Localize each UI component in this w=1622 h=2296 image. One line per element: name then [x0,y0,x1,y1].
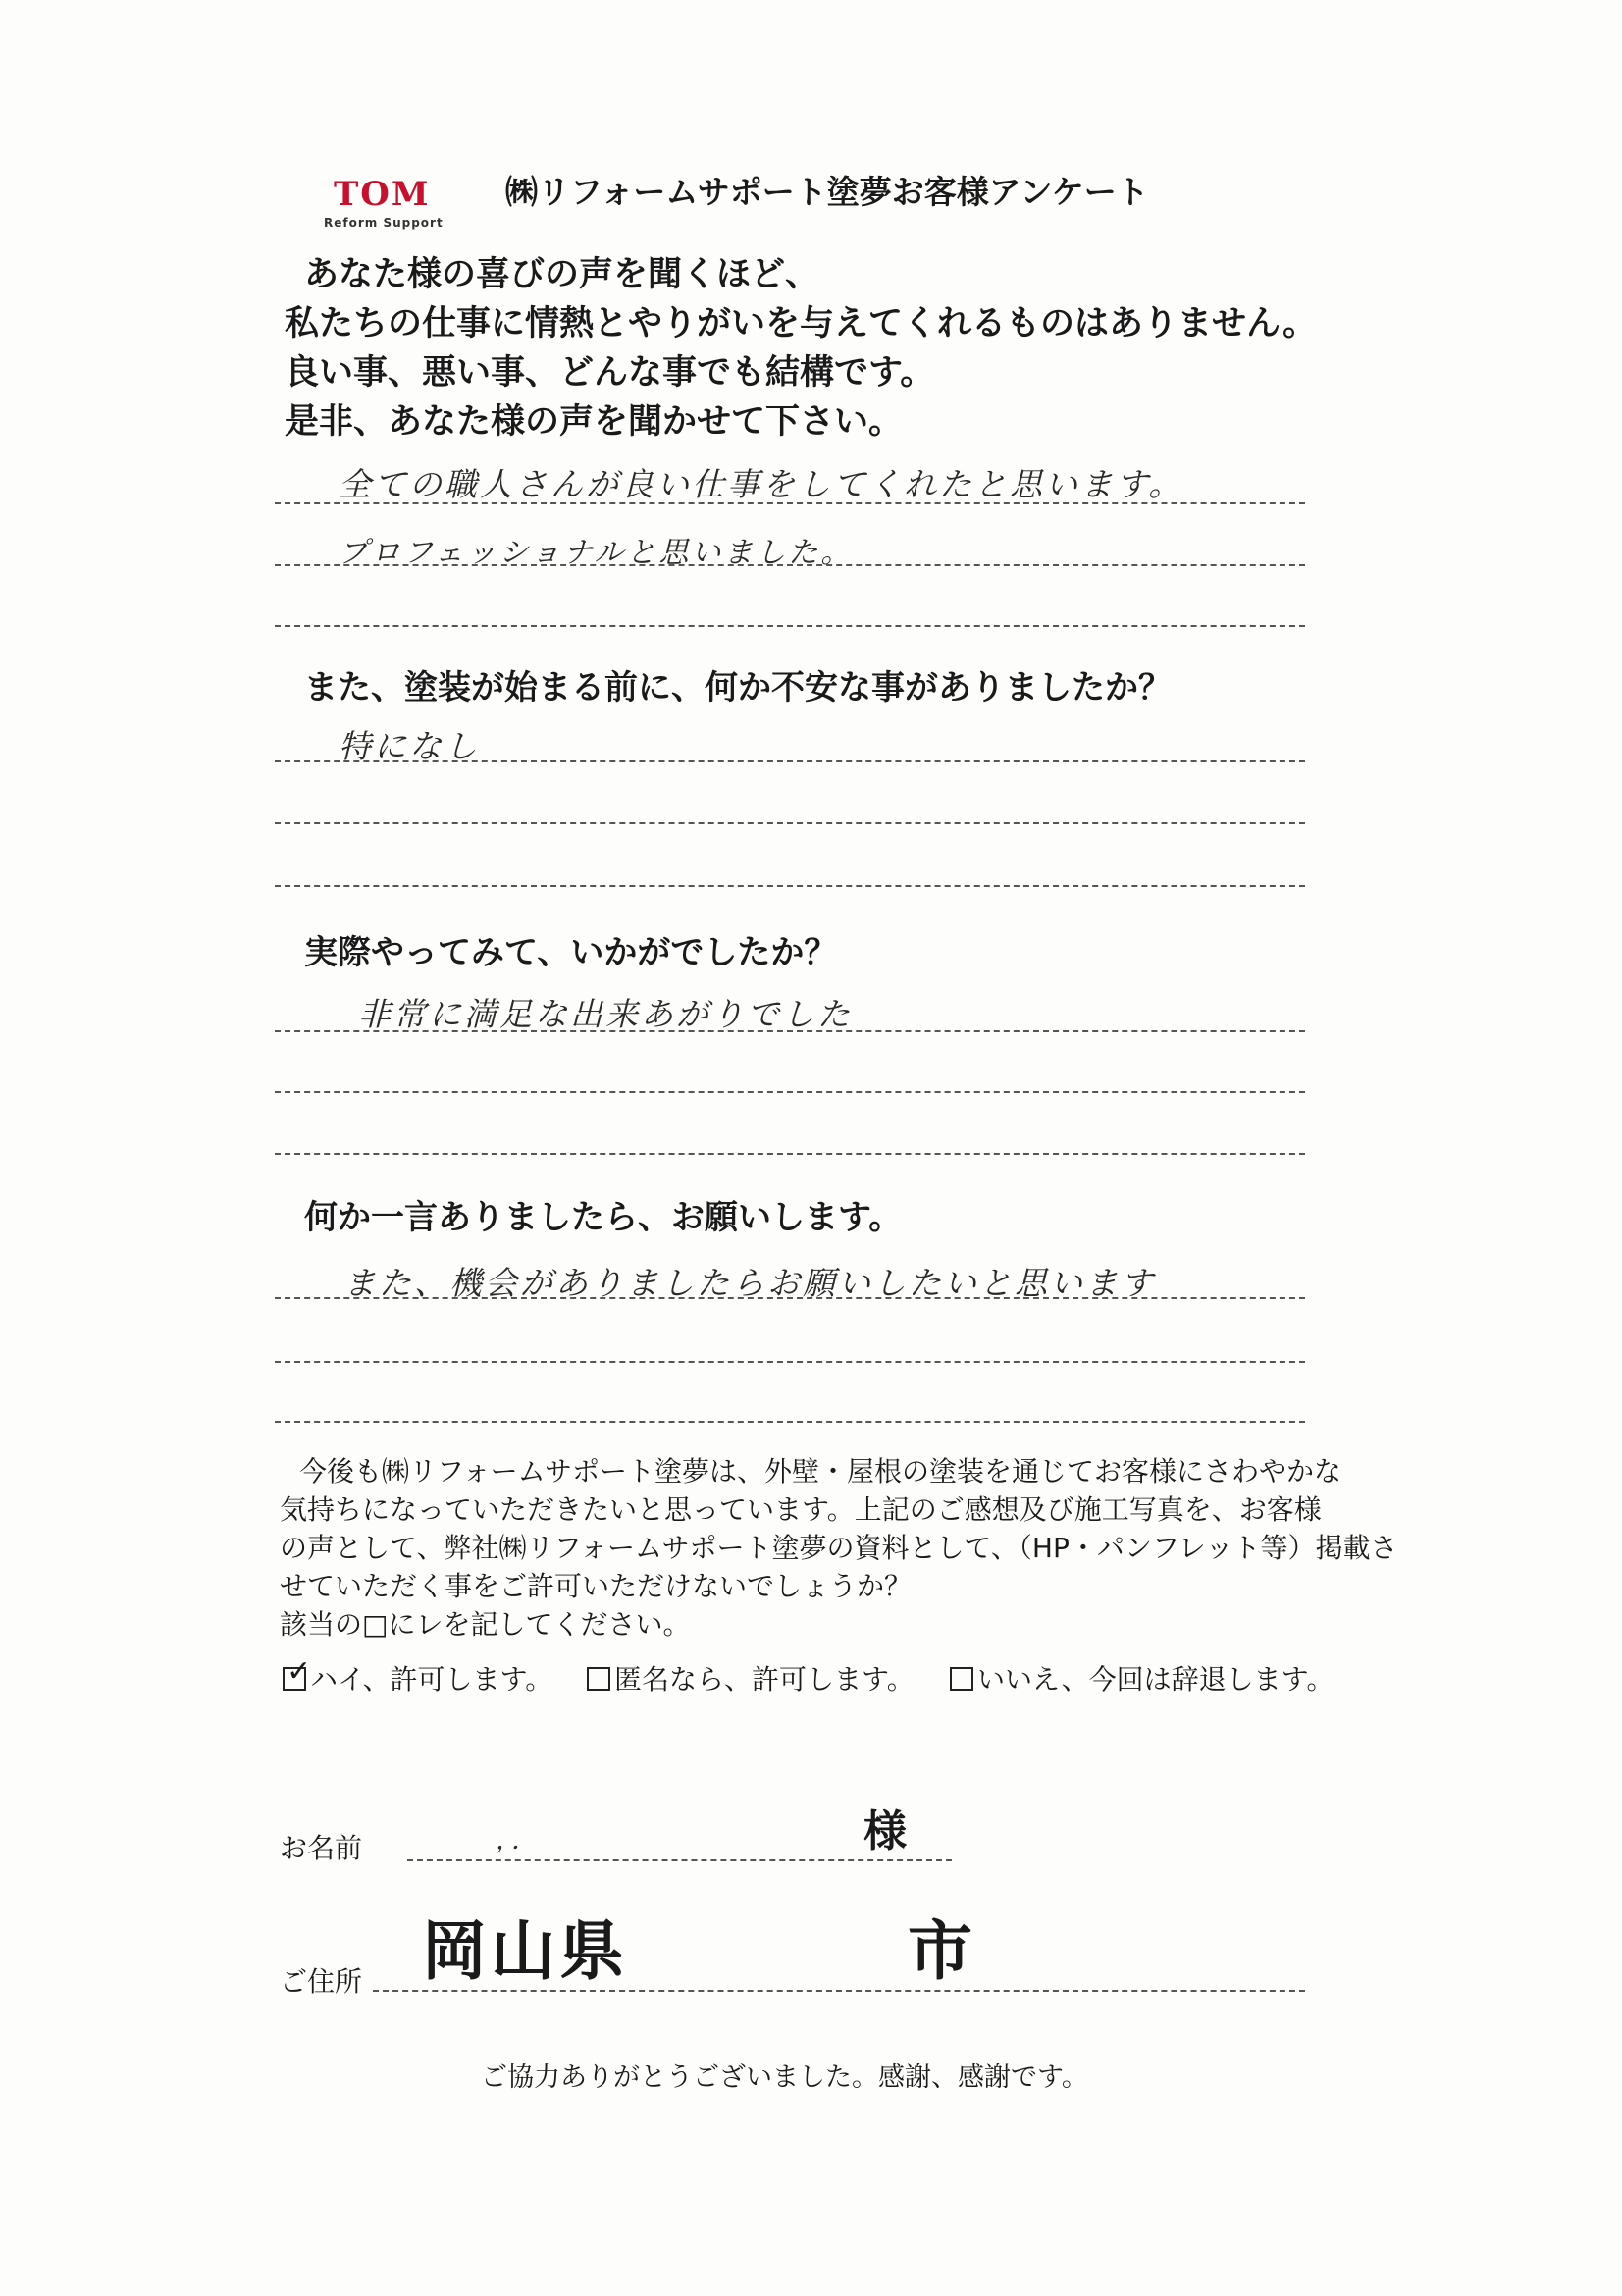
notice-line: せていただく事をご許可いただけないでしょうか？ [280,1570,913,1602]
intro-line: 私たちの仕事に情熱とやりがいを与えてくれるものはありません。 [285,304,1318,343]
address-prefecture: 岡山県 [422,1912,628,1989]
intro-text [285,250,1317,446]
checkbox-no[interactable] [950,1667,973,1691]
survey-title: ㈱リフォームサポート塗夢お客様アンケート [505,173,1149,211]
answer-line [275,1421,1305,1423]
answer-line [275,822,1305,824]
question-3: 実際やってみて、いかがでしたか？ [304,933,838,972]
name-value: ，． [496,1826,541,1855]
address-label: ご住所 [280,1965,363,1998]
answer-line [275,1030,1305,1032]
check-mark-icon: ✓ [287,1654,312,1689]
answer-line [275,1361,1305,1363]
answer-line [275,502,1305,504]
answer-4: また、機会がありましたらお願いしたいと思います [343,1264,1156,1302]
question-2: また、塗装が始まる前に、何か不安な事がありましたか？ [304,668,1172,707]
logo-subtitle: Reform Support [324,216,444,230]
answer-line [275,1091,1305,1093]
intro-line: 是非、あなた様の声を聞かせて下さい。 [285,402,904,442]
intro-line: あなた様の喜びの声を聞くほど、 [304,255,820,294]
option-anonymous[interactable] [587,1658,915,1697]
thanks-message: ご協力ありがとうございました。感謝、感謝です。 [481,2062,1088,2093]
intro-line: 良い事、悪い事、どんな事でも結構です。 [285,353,935,392]
answer-2: 特になし [339,727,480,765]
answer-line [275,625,1305,627]
answer-line [275,760,1305,762]
question-4: 何か一言ありましたら、お願いします。 [304,1198,903,1237]
address-line [373,1990,1305,1992]
logo-mark: TOM [334,175,431,214]
company-logo [324,175,461,235]
option-anonymous-label: 匿名なら、許可します。 [614,1663,915,1696]
answer-1-line-1: 全ての職人さんが良い仕事をしてくれたと思います。 [339,465,1184,503]
answer-3: 非常に満足な出来あがりでした [358,995,853,1033]
answer-line [275,1297,1305,1299]
honorific: 様 [863,1806,907,1856]
name-label: お名前 [280,1832,363,1864]
notice-line: 該当の□にレを記してください。 [280,1608,691,1641]
answer-line [275,564,1305,566]
checkbox-anonymous[interactable] [587,1667,610,1691]
address-city-suffix: 市 [908,1912,976,1989]
notice-line: 気持ちになっていただきたいと思っています。上記のご感想及び施工写真を、お客様 [280,1493,1322,1526]
option-no-label: いいえ、今回は辞退します。 [977,1663,1334,1696]
answer-line [275,885,1305,887]
answer-line [275,1153,1305,1155]
notice-line: 今後も㈱リフォームサポート塗夢は、外壁・屋根の塗装を通じてお客様にさわやかな [299,1455,1342,1487]
checkbox-yes[interactable] [283,1654,312,1691]
answer-1-line-2: プロフェッショナルと思いました。 [339,536,854,570]
publication-notice [280,1452,1398,1644]
option-yes-label: ハイ、許可します。 [310,1663,553,1696]
notice-line: の声として、弊社㈱リフォームサポート塗夢の資料として、（HP・パンフレット等）掲載さ [280,1532,1398,1564]
name-line [407,1859,952,1861]
option-no[interactable] [950,1658,1334,1697]
option-yes[interactable] [283,1654,553,1697]
